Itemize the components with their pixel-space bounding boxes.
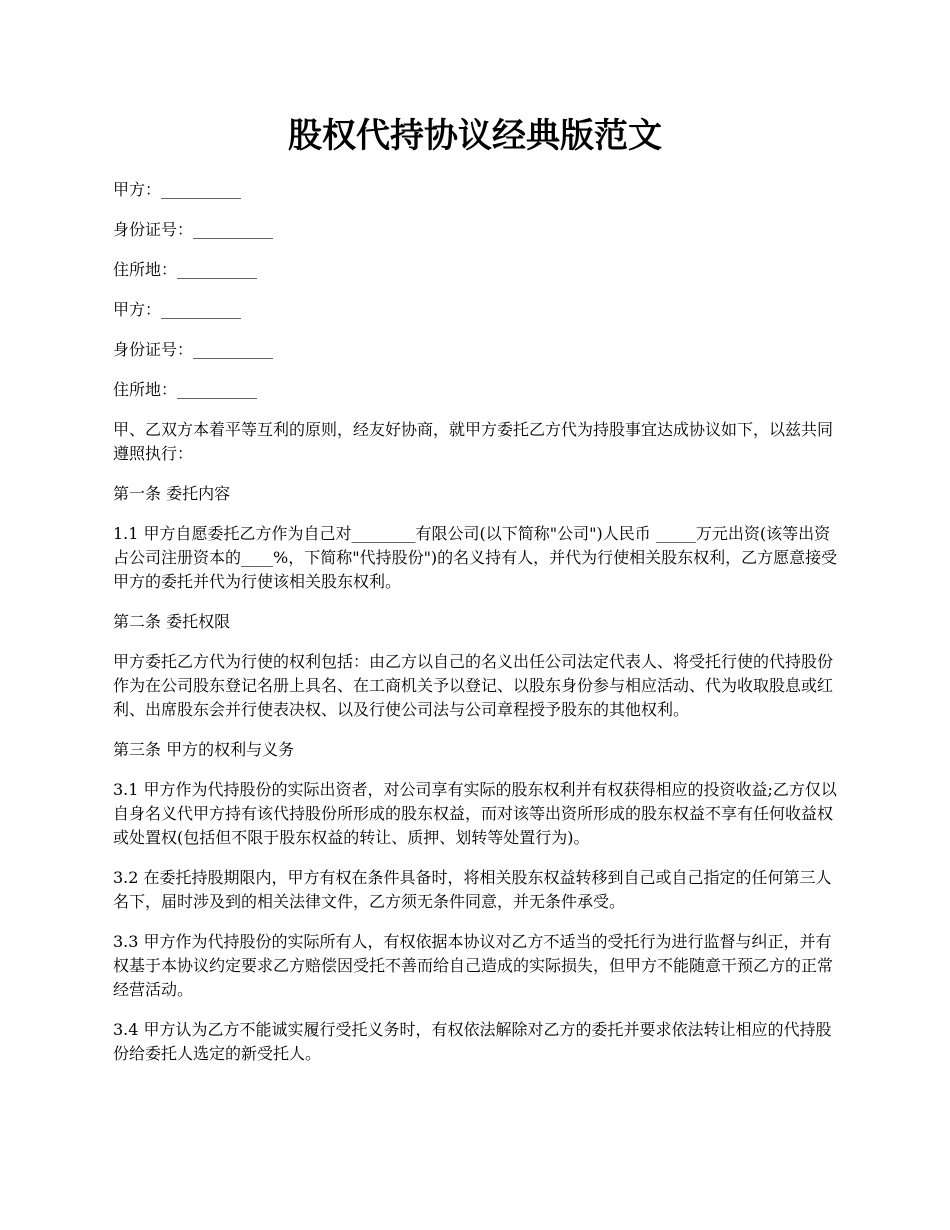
party-a-id-line: 身份证号：__________ [113, 220, 274, 239]
article-2-paragraph: 甲方委托乙方代为行使的权利包括：由乙方以自己的名义出任公司法定代表人、将受托行使的代持股份作为在公司股东登记名册上具名、在工商机关予以登记、以股东身份参与相应活动、代为收取股息或红利、出席股东会并行使表决权、以及行使公司法与公司章程授予股东的其他权利。 [113, 652, 834, 719]
party-b-address-line: 住所地：__________ [113, 380, 258, 399]
party-b-name-line: 甲方：__________ [113, 300, 242, 319]
party-a-name-line: 甲方：__________ [113, 180, 242, 199]
party-a-address-line: 住所地：__________ [113, 260, 258, 279]
preamble-paragraph: 甲、乙双方本着平等互利的原则，经友好协商，就甲方委托乙方代为持股事宜达成协议如下，以兹共同遵照执行： [113, 420, 834, 463]
clause-3-4: 3.4 甲方认为乙方不能诚实履行受托义务时，有权依法解除对乙方的委托并要求依法转让相应的代持股份给委托人选定的新受托人。 [113, 1020, 832, 1063]
clause-3-2: 3.2 在委托持股期限内，甲方有权在条件具备时，将相关股东权益转移到自己或自己指定的任何第三人名下，届时涉及到的相关法律文件，乙方须无条件同意，并无条件承受。 [113, 868, 832, 911]
document-body [113, 178, 838, 1082]
clause-3-1: 3.1 甲方作为代持股份的实际出资者，对公司享有实际的股东权利并有权获得相应的投资收益;乙方仅以自身名义代甲方持有该代持股份所形成的股东权益，而对该等出资所形成的股东权益不享有任何收益权或处置权(包括但不限于股东权益的转让、质押、划转等处置行为)。 [113, 780, 837, 847]
article-1-heading: 第一条 委托内容 [113, 484, 231, 503]
clause-3-3: 3.3 甲方作为代持股份的实际所有人，有权依据本协议对乙方不适当的受托行为进行监督与纠正，并有权基于本协议约定要求乙方赔偿因受托不善而给自己造成的实际损失，但甲方不能随意干预乙方的正常经营活动。 [113, 932, 834, 999]
party-b-id-line: 身份证号：__________ [113, 340, 274, 359]
article-3-heading: 第三条 甲方的权利与义务 [113, 740, 295, 759]
article-2-heading: 第二条 委托权限 [113, 612, 231, 631]
document-title: 股权代持协议经典版范文 [288, 116, 662, 156]
clause-1-1: 1.1 甲方自愿委托乙方作为自己对________有限公司(以下简称"公司")人民币 _____万元出资(该等出资占公司注册资本的____%，下简称"代持股份")的名义持有人，并代为行使相关股东权利，乙方愿意接受甲方的委托并代为行使该相关股东权利。 [113, 524, 838, 591]
